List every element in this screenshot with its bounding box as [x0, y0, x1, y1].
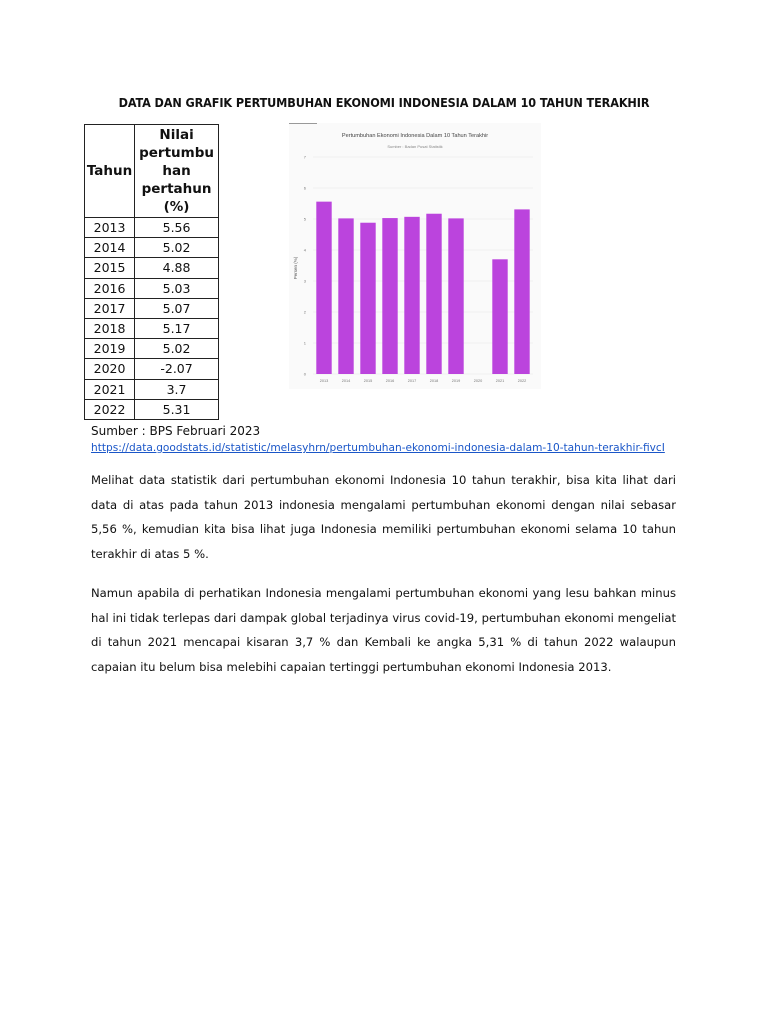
y-tick-label: 1 — [303, 340, 306, 346]
year-cell: 2018 — [85, 319, 135, 339]
year-cell: 2015 — [85, 258, 135, 278]
year-cell: 2020 — [85, 359, 135, 379]
y-tick-label: 3 — [303, 278, 306, 284]
growth-table — [84, 124, 219, 420]
value-cell: 4.88 — [135, 258, 219, 278]
table-row — [85, 278, 219, 298]
value-cell: 5.31 — [135, 399, 219, 419]
bar-2018 — [426, 214, 441, 374]
paragraph-1: Melihat data statistik dari pertumbuhan ekonomi Indonesia 10 tahun terakhir, bisa kita lihat dari data di atas pada tahun 2013 indonesia mengalami pertumbuhan ekonomi dengan nilai sebasar 5,56 %, kemudian kita bisa lihat juga Indonesia memiliki pertumbuhan ekonomi selama 10 tahun terakhir di atas 5 %. — [91, 473, 676, 561]
value-cell: -2.07 — [135, 359, 219, 379]
year-cell: 2013 — [85, 218, 135, 238]
y-tick-label: 6 — [303, 185, 306, 191]
table-row — [85, 218, 219, 238]
y-tick-label: 2 — [303, 309, 306, 315]
y-tick-label: 4 — [303, 247, 306, 253]
header-year: Tahun — [85, 125, 135, 218]
x-tick-label: 2015 — [363, 379, 373, 383]
x-tick-label: 2019 — [451, 379, 461, 383]
value-cell: 5.02 — [135, 339, 219, 359]
year-cell: 2017 — [85, 298, 135, 318]
source-text: Sumber : BPS Februari 2023 — [91, 424, 261, 438]
chart-subtitle: Sumber : Badan Pusat Statistik — [387, 144, 443, 149]
value-cell: 5.02 — [135, 238, 219, 258]
value-cell: 5.03 — [135, 278, 219, 298]
table-row — [85, 319, 219, 339]
y-tick-label: 0 — [303, 371, 306, 377]
value-cell: 5.07 — [135, 298, 219, 318]
year-cell: 2019 — [85, 339, 135, 359]
x-tick-label: 2018 — [429, 379, 439, 383]
year-cell: 2016 — [85, 278, 135, 298]
document-title: DATA DAN GRAFIK PERTUMBUHAN EKONOMI INDONESIA DALAM 10 TAHUN TERAKHIR — [118, 95, 650, 110]
table-row — [85, 298, 219, 318]
bar-2019 — [448, 218, 463, 374]
bar-2022 — [514, 209, 529, 374]
x-tick-label: 2013 — [319, 379, 329, 383]
value-cell: 3.7 — [135, 379, 219, 399]
growth-chart — [289, 123, 541, 389]
bar-2013 — [316, 202, 331, 374]
table-row — [85, 399, 219, 419]
chart-y-axis-label: Persen (%) — [293, 256, 298, 280]
y-tick-label: 7 — [303, 154, 306, 160]
table-row — [85, 238, 219, 258]
year-cell: 2014 — [85, 238, 135, 258]
table-row — [85, 339, 219, 359]
bar-2021 — [492, 259, 507, 374]
chart-title: Pertumbuhan Ekonomi Indonesia Dalam 10 Tahun Terakhir — [341, 133, 489, 139]
value-cell: 5.17 — [135, 319, 219, 339]
year-cell: 2021 — [85, 379, 135, 399]
paragraph-2: Namun apabila di perhatikan Indonesia mengalami pertumbuhan ekonomi yang lesu bahkan minus hal ini tidak terlepas dari dampak global terjadinya virus covid-19, pertumbuhan ekonomi mengeliat di tahun 2021 mencapai kisaran 3,7 % dan Kembali ke angka 5,31 % di tahun 2022 walaupun capaian itu belum bisa melebihi capaian tertinggi pertumbuhan ekonomi Indonesia 2013. — [91, 586, 676, 674]
bar-2017 — [404, 217, 419, 374]
table-row — [85, 258, 219, 278]
x-tick-label: 2021 — [495, 379, 505, 383]
growth-bar-chart — [289, 123, 541, 389]
value-cell: 5.56 — [135, 218, 219, 238]
x-tick-label: 2022 — [517, 379, 527, 383]
table-row — [85, 379, 219, 399]
bar-2014 — [338, 218, 353, 374]
x-tick-label: 2014 — [341, 379, 351, 383]
x-tick-label: 2017 — [407, 379, 417, 383]
source-link[interactable]: https://data.goodstats.id/statistic/melasyhrn/pertumbuhan-ekonomi-indonesia-dalam-10-tahun-terakhir-fivcI — [91, 442, 665, 454]
y-tick-label: 5 — [303, 216, 306, 222]
x-tick-label: 2016 — [385, 379, 395, 383]
table-header-row — [85, 125, 219, 218]
bar-2016 — [382, 218, 397, 374]
header-growth: Nilai pertumbu han pertahun (%) — [135, 125, 219, 218]
bar-2015 — [360, 223, 375, 374]
table-row — [85, 359, 219, 379]
x-tick-label: 2020 — [473, 379, 483, 383]
year-cell: 2022 — [85, 399, 135, 419]
